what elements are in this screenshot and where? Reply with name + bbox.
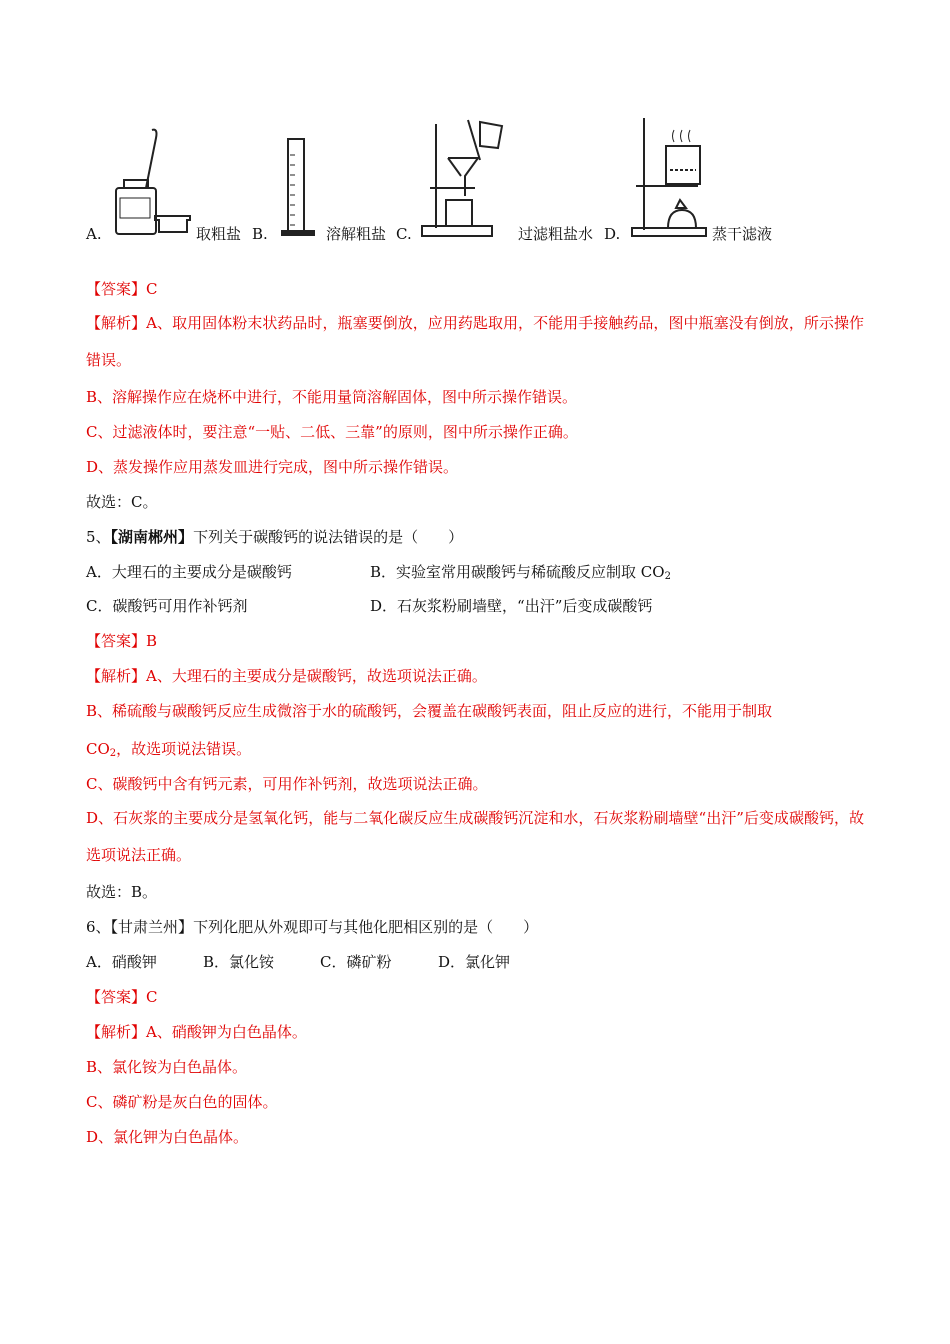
analysis-text: A、取用固体粉末状药品时，瓶塞要倒放，应用药匙取用，不能用手接触药品，图中瓶塞没有倒放，所示操作错误。 <box>86 314 864 369</box>
q6-analysis-c: C、磷矿粉是灰白色的固体。 <box>86 1093 278 1111</box>
question-text: 下列关于碳酸钙的说法错误的是（ ） <box>193 528 464 546</box>
analysis-text: ，故选项说法错误。 <box>116 740 252 758</box>
analysis-text: A、硝酸钾为白色晶体。 <box>146 1023 307 1041</box>
q4-analysis-a <box>86 305 864 379</box>
q4-answer <box>86 279 158 299</box>
q4-analysis-b: B、溶解操作应在烧杯中进行，不能用量筒溶解固体，图中所示操作错误。 <box>86 388 578 406</box>
question-number: 6、 <box>86 918 111 936</box>
question-number: 5、 <box>86 528 111 546</box>
answer-tag: 【答案】 <box>86 988 147 1006</box>
option-d-letter: D. <box>604 225 621 243</box>
evaporation-setup-figure <box>630 114 710 240</box>
formula: CO <box>86 740 110 758</box>
q4-analysis-d: D、蒸发操作应用蒸发皿进行完成，图中所示操作错误。 <box>86 458 459 476</box>
option-b-letter: B. <box>252 225 268 243</box>
q6-option-c: C．磷矿粉 <box>320 953 392 971</box>
q4-conclusion: 故选：C。 <box>86 493 158 511</box>
answer-value: B <box>146 632 158 650</box>
option-d-caption: 蒸干滤液 <box>712 225 773 243</box>
q6-analysis-b: B、氯化铵为白色晶体。 <box>86 1058 248 1076</box>
q5-analysis-d: D、石灰浆的主要成分是氢氧化钙，能与二氧化碳反应生成碳酸钙沉淀和水，石灰浆粉刷墙壁“出汗”后变成碳酸钙，故选项说法正确。 <box>86 809 864 864</box>
analysis-tag: 【解析】 <box>86 667 147 685</box>
reagent-bottle-figure <box>110 128 195 238</box>
question-source: 【甘肃兰州】 <box>110 918 194 936</box>
q5-option-b <box>370 562 671 587</box>
q5-analysis-a <box>86 666 487 686</box>
answer-tag: 【答案】 <box>86 632 147 650</box>
q5-conclusion: 故选：B。 <box>86 883 158 901</box>
graduated-cylinder-figure <box>278 135 328 240</box>
q5-stem <box>86 527 463 547</box>
q6-option-a: A．硝酸钾 <box>86 953 157 971</box>
option-text: B．实验室常用碳酸钙与稀硫酸反应制取 CO <box>370 563 665 581</box>
question-source: 【湖南郴州】 <box>110 528 194 546</box>
answer-value: C <box>146 280 158 298</box>
subscript: 2 <box>664 571 671 582</box>
q6-answer <box>86 987 158 1007</box>
option-c-letter: C. <box>396 225 412 243</box>
q5-answer <box>86 631 157 651</box>
q5-option-c: C．碳酸钙可用作补钙剂 <box>86 597 248 615</box>
q6-option-d: D．氯化钾 <box>438 953 511 971</box>
q5-option-a: A．大理石的主要成分是碳酸钙 <box>86 563 292 581</box>
option-a-caption: 取粗盐 <box>196 225 242 243</box>
q6-analysis-d: D、氯化钾为白色晶体。 <box>86 1128 249 1146</box>
q5-analysis-b-line1: B、稀硫酸与碳酸钙反应生成微溶于水的硫酸钙，会覆盖在碳酸钙表面，阻止反应的进行，不能用于制取 <box>86 702 773 720</box>
answer-value: C <box>146 988 158 1006</box>
q5-analysis-c: C、碳酸钙中含有钙元素，可用作补钙剂，故选项说法正确。 <box>86 775 488 793</box>
q6-analysis-a <box>86 1022 307 1042</box>
q5-option-d: D．石灰浆粉刷墙壁，“出汗”后变成碳酸钙 <box>370 597 653 615</box>
q4-analysis-c: C、过滤液体时，要注意“一贴、二低、三靠”的原则，图中所示操作正确。 <box>86 423 578 441</box>
answer-tag: 【答案】 <box>86 280 147 298</box>
filtration-setup-figure <box>420 118 515 240</box>
analysis-text: A、大理石的主要成分是碳酸钙，故选项说法正确。 <box>146 667 487 685</box>
subscript: 2 <box>109 748 117 759</box>
option-c-caption: 过滤粗盐水 <box>518 225 594 243</box>
q6-stem <box>86 917 538 937</box>
option-a-letter: A. <box>86 225 102 243</box>
q6-option-b: B．氯化铵 <box>203 953 275 971</box>
analysis-tag: 【解析】 <box>86 1023 147 1041</box>
question-text: 下列化肥从外观即可与其他化肥相区别的是（ ） <box>193 918 539 936</box>
q5-analysis-b-line2 <box>86 739 251 764</box>
option-b-caption: 溶解粗盐 <box>326 225 387 243</box>
analysis-tag: 【解析】 <box>86 314 147 332</box>
